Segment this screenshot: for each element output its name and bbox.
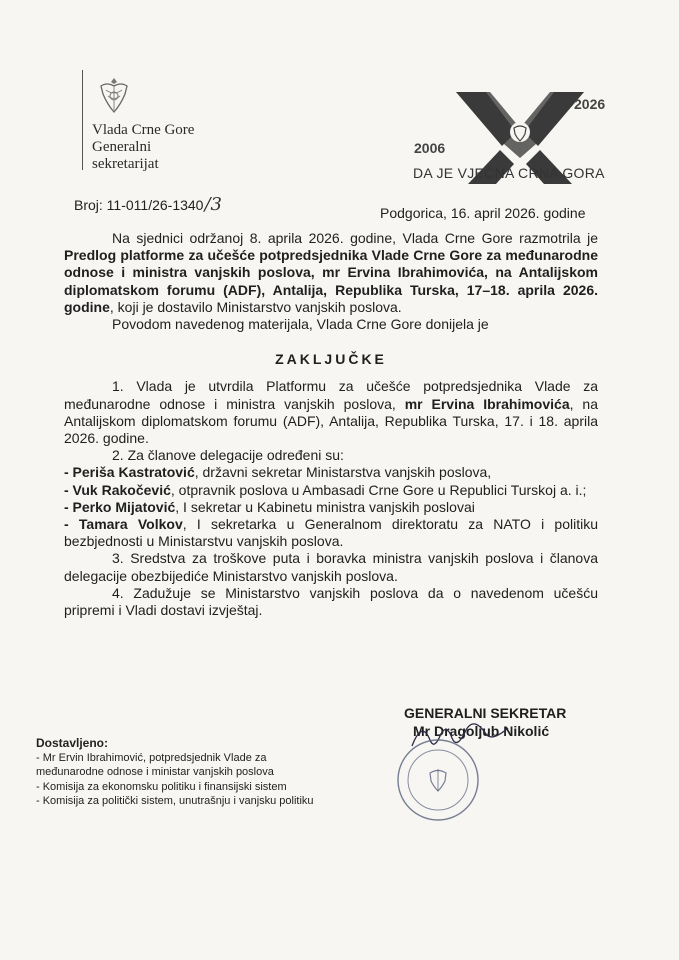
distribution-item: - Komisija za ekonomsku politiku i finansijski sistem (36, 780, 287, 793)
reference-number (74, 194, 222, 215)
member-role: , državni sekretar Ministarstva vanjskih poslova, (194, 464, 492, 481)
delegation-member (64, 482, 598, 499)
header-divider (82, 70, 83, 170)
conclusion-item-1 (64, 378, 598, 447)
intro-text: , koji je dostavilo Ministarstvo vanjskih poslova. (109, 298, 402, 315)
org-line: Vlada Crne Gore (92, 122, 195, 138)
distribution-heading: Dostavljeno: (36, 736, 109, 750)
conclusion-item-3: 3. Sredstva za troškove puta i boravka ministra vanjskih poslova i članova delegacije obezbijediće Ministarstvo vanjskih poslova. (64, 550, 598, 584)
signatory-title: GENERALNI SEKRETAR (404, 705, 567, 721)
section-title: ZAKLJUČKE (275, 351, 387, 368)
conclusion-item-2: 2. Za članove delegacije određeni su: (112, 447, 344, 464)
conclusion-item-4: 4. Zadužuje se Ministarstvo vanjskih poslova da o navedenom učešću pripremi i Vladi dostavi izvještaj. (64, 584, 598, 619)
distribution-item: - Mr Ervin Ibrahimović, potpredsjednik Vlade za (36, 751, 267, 764)
logo-motto: DA JE VJEČNA CRNA GORA (413, 165, 605, 181)
item-text: 1. Vlada je utvrdila Platformu za učešće potpredsjednika Vlade za međunarodne odnose i ministra vanjskih poslova, (64, 378, 598, 412)
document-body (64, 230, 598, 619)
decision-lead: Povodom navedenog materijala, Vlada Crne Gore donijela je (112, 316, 489, 333)
item-text: , na Antalijskom diplomatskom forumu (ADF), Antalija, Republika Turska, 17. i 18. aprila 2026. godine. (64, 395, 598, 447)
reference-label: Broj: 11-011/26-1340 (74, 197, 204, 213)
organization-name (92, 122, 194, 173)
logo-year-left: 2006 (414, 140, 446, 156)
official-stamp (393, 735, 483, 825)
handwritten-suffix: /3 (204, 194, 222, 215)
member-name: - Perko Mijatović (64, 498, 176, 515)
document-date: Podgorica, 16. april 2026. godine (380, 205, 586, 221)
distribution-item: - Komisija za politički sistem, unutrašnju i vanjsku politiku (36, 795, 314, 807)
coat-of-arms-icon (96, 76, 132, 116)
item-bold-text: mr Ervina Ibrahimovića (404, 395, 570, 412)
intro-bold-text: Predlog platforme za učešće potpredsjednika Vlade Crne Gore za međunarodne odnose i ministra vanjskih poslova, mr Ervina Ibrahimovića, na Antalijskom diplomatskom forumu (ADF), Antalija, Republika Turska, 17–18. aprila 2026. godine (64, 247, 598, 315)
org-line: sekretarijat (92, 156, 159, 172)
logo-year-right: 2026 (574, 96, 606, 112)
distribution-item: međunarodne odnose i ministar vanjskih poslova (36, 766, 274, 778)
org-line: Generalni (92, 139, 152, 155)
member-name: - Periša Kastratović (64, 464, 195, 481)
delegation-member (64, 516, 598, 550)
member-role: , I sekretar u Kabinetu ministra vanjskih poslovai (175, 498, 475, 515)
delegation-member (64, 499, 598, 516)
intro-text: Na sjednici održanoj 8. aprila 2026. godine, Vlada Crne Gore razmotrila je (112, 230, 598, 246)
distribution-list (36, 736, 314, 809)
member-role: , otpravnik poslova u Ambasadi Crne Gore u Republici Turskoj a. i.; (170, 481, 587, 498)
delegation-member (64, 464, 598, 481)
signatory-name: Mr Dragoljub Nikolić (413, 723, 550, 739)
intro-paragraph (64, 230, 598, 316)
member-role: , I sekretarka u Generalnom direktoratu za NATO i politiku bezbjednosti u Ministarstvu vanjskih poslova. (64, 516, 598, 550)
member-name: - Tamara Volkov (64, 516, 183, 533)
member-name: - Vuk Rakočević (64, 481, 171, 498)
